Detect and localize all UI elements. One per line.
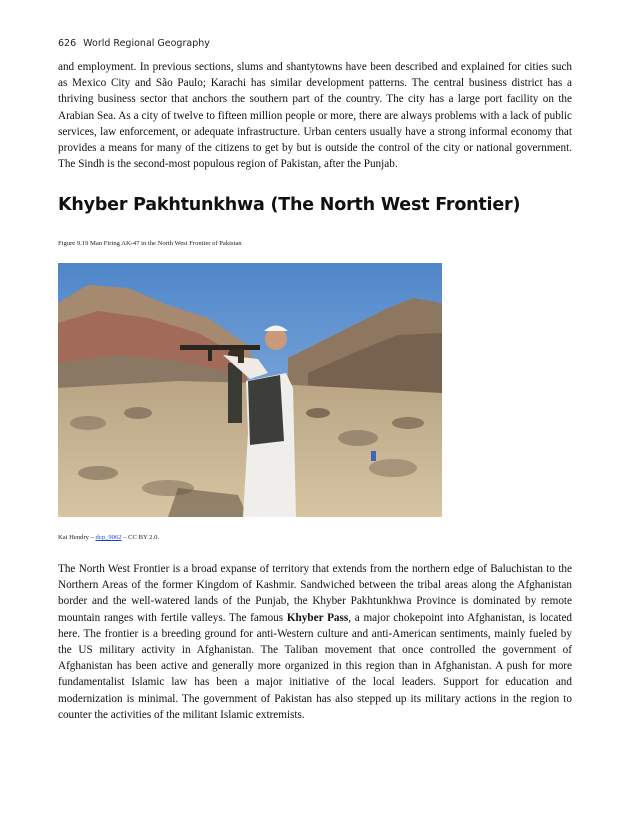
khyber-pass-term: Khyber Pass	[286, 611, 349, 624]
figure-photo	[58, 263, 442, 517]
body-text-part-1: The North West Frontier is a broad expanse of territory that extends from the northern edge of Baluchistan to the Northern Areas of the former Kingdom of Kashmir. Sandwiched between the tribal areas along the Afghanistan border and the well-watered lands of the Punjab, the Khyber Pakhtunkhwa Province is dominated by remote mountain ranges with fertile valleys. The famous	[58, 563, 572, 624]
figure-caption: Figure 9.19 Man Firing AK-47 in the North West Frontier of Pakistan	[58, 240, 242, 247]
running-header	[58, 38, 210, 49]
intro-paragraph: and employment. In previous sections, slums and shantytowns have been described and explained for cities such as Mexico City and São Paulo; Karachi has similar development patterns. The central business district has a thriving business sector that anchors the southern part of the country. The city has a large port facility on the Arabian Sea. As a city of twelve to fifteen million people or more, there are always problems with a lack of public services, law enforcement, or adequate infrastructure. Urban centers usually have a strong informal economy that provides a means for many of the citizens to get by but is outside the control of the city or national government. The Sindh is the second-most populous region of Pakistan, after the Punjab.	[58, 61, 572, 171]
credit-link[interactable]: dcp_9062	[95, 534, 122, 541]
page-number: 626	[58, 38, 77, 49]
section-heading: Khyber Pakhtunkhwa (The North West Frontier)	[58, 195, 521, 215]
credit-license: – CC BY 2.0.	[121, 534, 160, 541]
figure-credit	[58, 534, 159, 541]
body-text-part-2: , a major chokepoint into Afghanistan, is located here. The frontier is a breeding ground for anti-Western culture and anti-American sentiments, mainly fueled by the US military activity in Afghanistan. The Taliban movement that once controlled the government of Afghanistan has been active and generally more organized in this region than in Afghanistan. A push for more fundamentalist Islamic law has been a major initiative of the local leaders. Support for education and modernization is minimal. The government of Pakistan has also stepped up its military actions in the region to counter the activities of the militant Islamic extremists.	[58, 611, 572, 721]
body-paragraph	[58, 561, 572, 723]
credit-author: Kai Hendry –	[58, 534, 96, 541]
book-title: World Regional Geography	[83, 38, 210, 49]
